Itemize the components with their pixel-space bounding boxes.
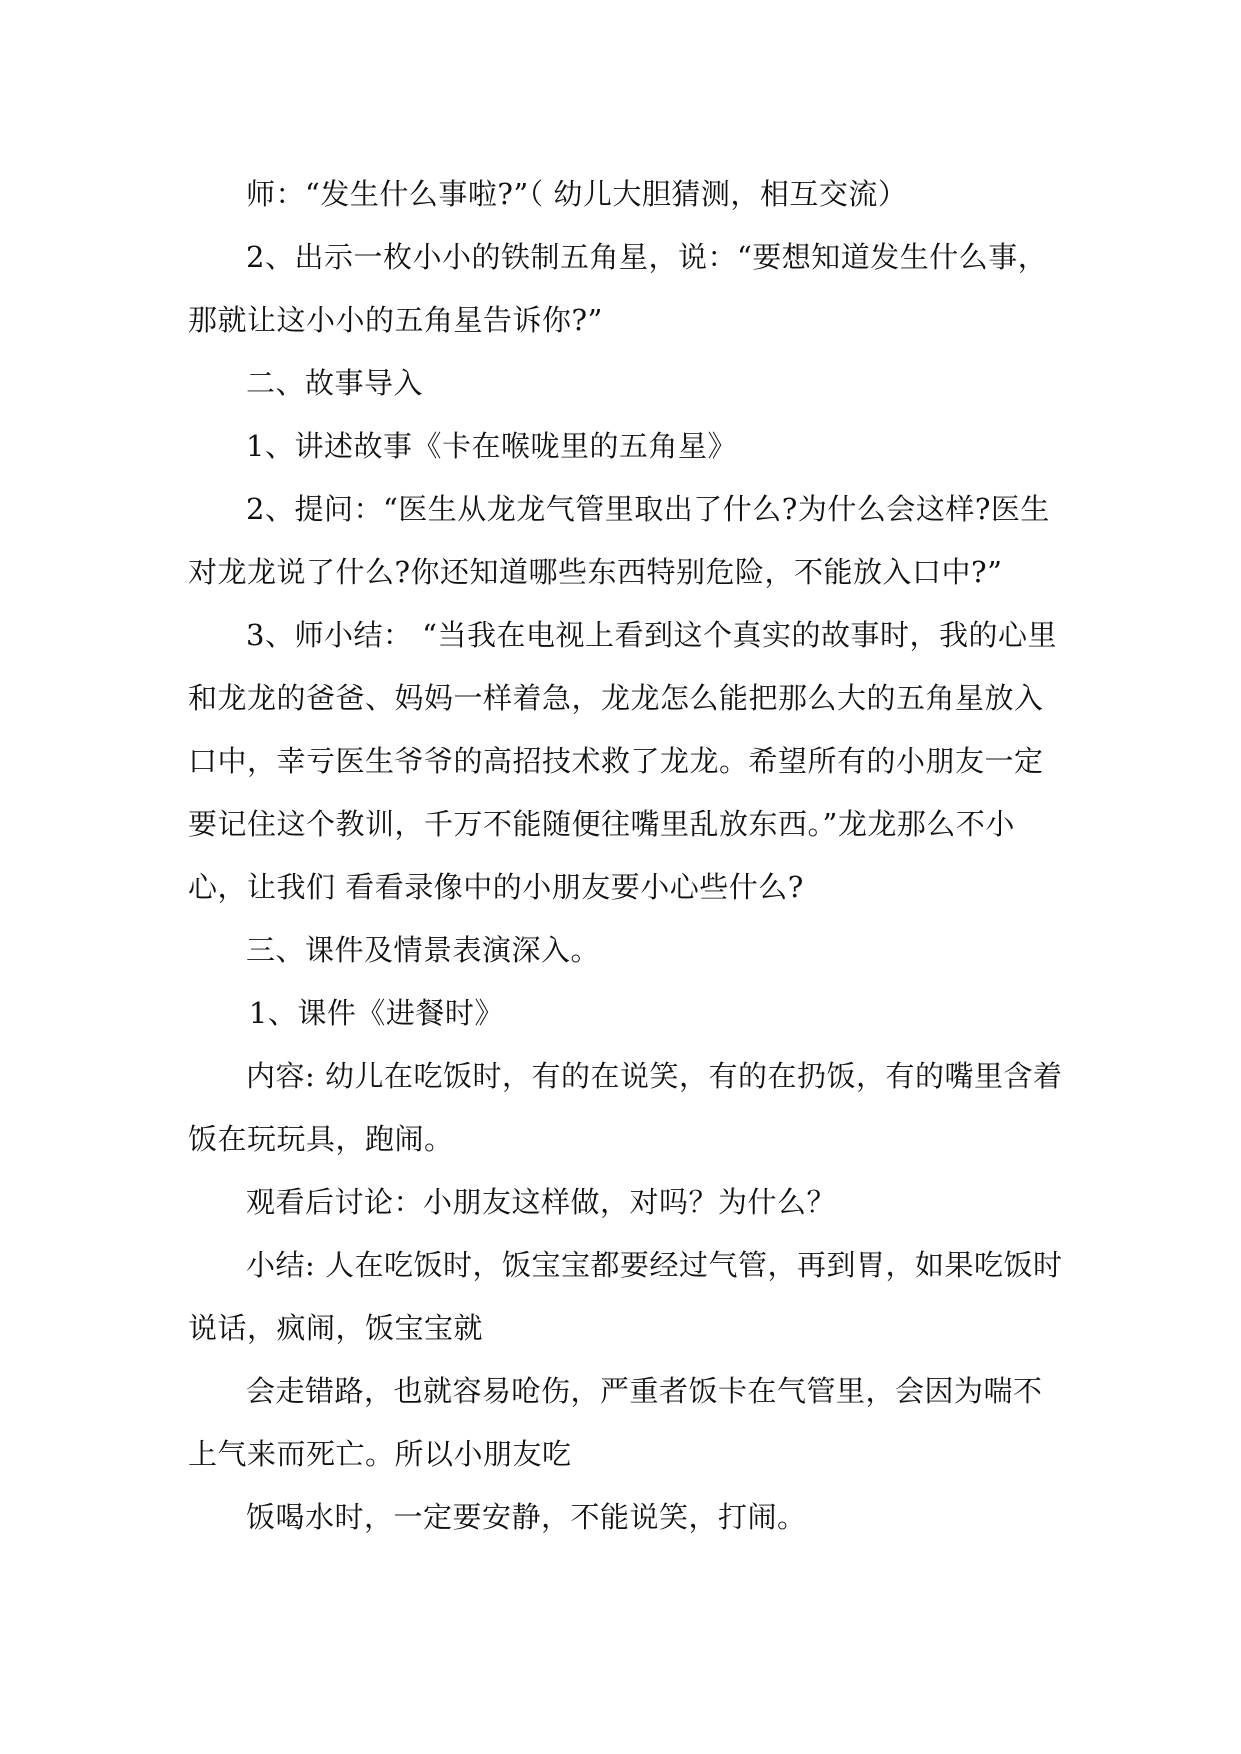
- paragraph: 1、课件《进餐时》: [248, 996, 504, 1030]
- paragraph: 观看后讨论：小朋友这样做，对吗？为什么？: [246, 1185, 837, 1219]
- paragraph: 2、出示一枚小小的铁制五角星，说：“要想知道发生什么事，那就让这小小的五角星告诉你?”: [188, 240, 1048, 337]
- paragraph: 2、提问：“医生从龙龙气管里取出了什么?为什么会这样?医生对龙龙说了什么?你还知道哪些东西特别危险，不能放入口中?”: [188, 492, 1050, 589]
- paragraph: 会走错路，也就容易呛伤，严重者饭卡在气管里，会因为喘不上气来而死亡。所以小朋友吃: [188, 1374, 1043, 1471]
- document-body: [188, 163, 1068, 1549]
- paragraph: 师：“发生什么事啦?”（ 幼儿大胆猜测，相互交流）: [246, 177, 908, 211]
- paragraph: 小结: 人在吃饭时，饭宝宝都要经过气管，再到胃，如果吃饭时说话，疯闹，饭宝宝就: [188, 1248, 1063, 1345]
- section-heading: 二、故事导入: [246, 366, 424, 400]
- paragraph: 饭喝水时，一定要安静，不能说笑，打闹。: [246, 1500, 807, 1534]
- section-heading: 三、课件及情景表演深入。: [246, 933, 601, 967]
- paragraph: 内容: 幼儿在吃饭时，有的在说笑，有的在扔饭，有的嘴里含着饭在玩玩具，跑闹。: [188, 1059, 1063, 1156]
- paragraph: 3、师小结： “当我在电视上看到这个真实的故事时，我的心里和龙龙的爸爸、妈妈一样着急，龙龙怎么能把那么大的五角星放入口中，幸亏医生爷爷的高招技术救了龙龙。希望所有的小朋友一定要记住这个教训，千万不能随便往嘴里乱放东西。”龙龙那么不小心，让我们 看看录像中的小朋友要小心些什么?: [188, 618, 1057, 904]
- paragraph: 1、讲述故事《卡在喉咙里的五角星》: [246, 429, 737, 463]
